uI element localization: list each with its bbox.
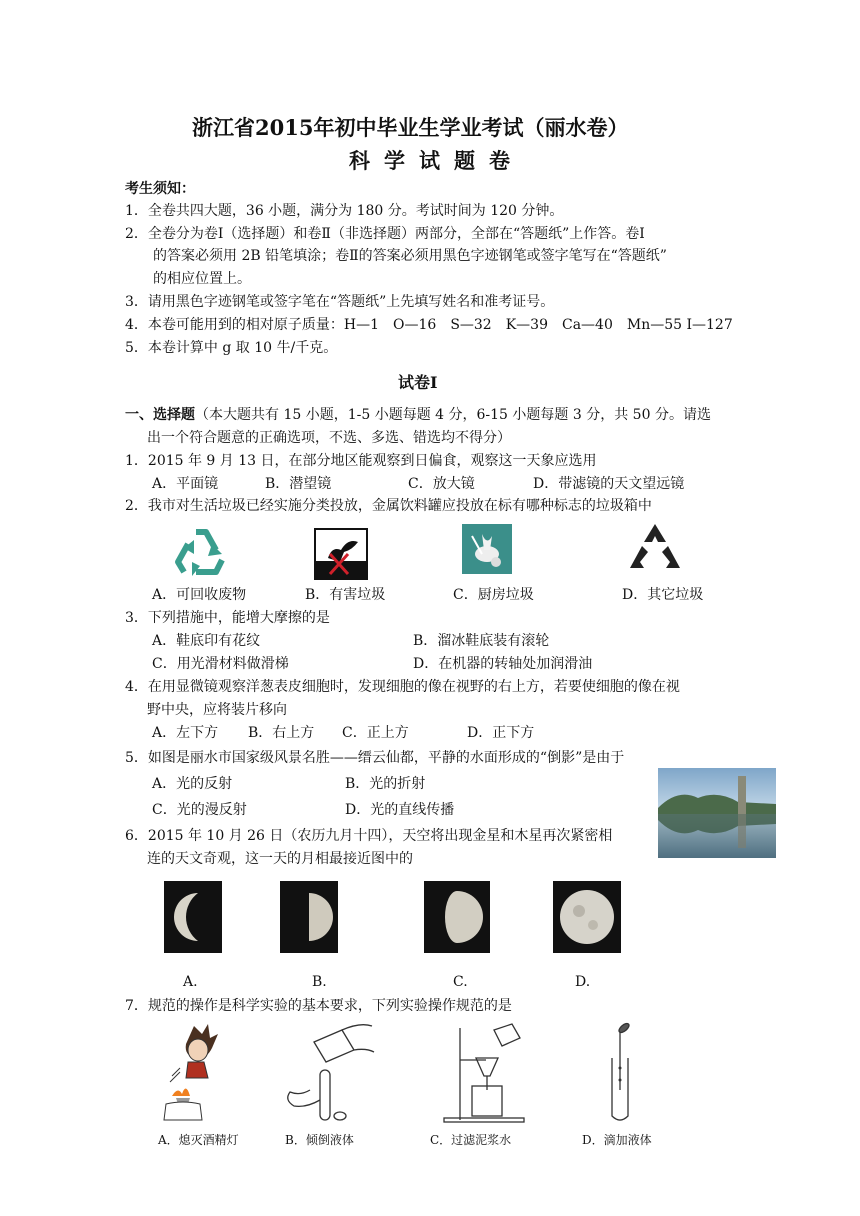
q3-option-b: B．溜冰鞋底装有滚轮 [413,633,550,649]
q2-stem: 2．我市对生活垃圾已经实施分类投放，金属饮料罐应投放在标有哪种标志的垃圾箱中 [125,498,652,514]
q4-option-d: D．正下方 [467,725,535,741]
q6-option-c: C. [453,974,468,990]
q3-stem: 3．下列措施中，能增大摩擦的是 [125,610,330,626]
part-desc: （本大题共有 15 小题，1-5 小题每题 4 分，6-15 小题每题 3 分，共 50 分。请选 [195,407,711,423]
q6-stem-2: 连的天文奇观，这一天的月相最接近图中的 [147,851,413,867]
q2-option-a: A．可回收废物 [152,587,247,603]
notice-line: 3．请用黑色字迹钢笔或签字笔在“答题纸”上先填写姓名和准考证号。 [125,294,555,310]
landscape-photo [658,768,776,858]
q6-option-d: D. [575,974,591,990]
notice-line: 2．全卷分为卷Ⅰ（选择题）和卷Ⅱ（非选择题）两部分，全部在“答题纸”上作答。卷Ⅰ [125,226,645,242]
q5-option-a: A．光的反射 [152,776,233,792]
q5-option-d: D．光的直线传播 [345,802,455,818]
kitchen-waste-icon [462,524,512,574]
q4-stem: 4．在用显微镜观察洋葱表皮细胞时，发现细胞的像在视野的右上方，若要使细胞的像在视 [125,679,680,695]
pouring-liquid-illustration [280,1020,376,1124]
q7-option-d: D．滴加液体 [582,1133,652,1147]
q3-option-c: C．用光滑材料做滑梯 [152,656,289,672]
harmful-waste-icon [314,528,368,580]
recycle-icon [172,524,232,580]
q4-stem-2: 野中央，应将装片移向 [147,702,287,718]
q3-option-a: A．鞋底印有花纹 [152,633,261,649]
q3-option-d: D．在机器的转轴处加润滑油 [413,656,593,672]
q6-option-a: A. [183,974,198,990]
notice-line: 1．全卷共四大题，36 小题，满分为 180 分。考试时间为 120 分钟。 [125,203,564,219]
alcohol-lamp-illustration [158,1020,230,1124]
notice-line: 4．本卷可能用到的相对原子质量：H—1 O—16 S—32 K—39 Ca—40 Mn—55 I—127 [125,317,733,333]
q1-option-a: A．平面镜 [152,476,219,492]
q1-option-d: D．带滤镜的天文望远镜 [533,476,685,492]
part-desc-2: 出一个符合题意的正确选项，不选、多选、错选均不得分） [147,430,511,446]
filtration-illustration [440,1020,526,1124]
q2-option-b: B．有害垃圾 [305,587,386,603]
q2-option-d: D．其它垃圾 [622,587,704,603]
q4-option-a: A．左下方 [152,725,219,741]
q1-stem: 1．2015 年 9 月 13 日，在部分地区能观察到日偏食，观察这一天象应选用 [125,453,597,469]
q7-stem: 7．规范的操作是科学实验的基本要求，下列实验操作规范的是 [125,998,512,1014]
page-subtitle: 科学试题卷 [349,148,524,173]
moon-phase-crescent [164,881,222,953]
page-title: 浙江省2015年初中毕业生学业考试（丽水卷） [192,115,629,140]
part-header [125,406,711,424]
part-label: 一、选择题 [125,407,195,423]
q7-option-c: C．过滤泥浆水 [430,1133,512,1147]
q7-option-b: B．倾倒液体 [285,1133,354,1147]
notice-line: 5．本卷计算中 g 取 10 牛/千克。 [125,340,338,356]
q6-stem: 6．2015 年 10 月 26 日（农历九月十四），天空将出现金星和木星再次紧密相 [125,828,613,844]
dropper-illustration [600,1020,640,1124]
q4-option-c: C．正上方 [342,725,409,741]
moon-phase-full [553,881,621,953]
moon-phase-half [280,881,338,953]
q5-stem: 5．如图是丽水市国家级风景名胜——缙云仙都，平静的水面形成的“倒影”是由于 [125,750,625,766]
q6-option-b: B. [312,974,327,990]
q1-option-b: B．潜望镜 [265,476,332,492]
moon-phase-gibbous [424,881,490,953]
notice-heading: 考生须知： [125,181,195,197]
other-waste-icon [628,522,682,574]
q2-option-c: C．厨房垃圾 [453,587,534,603]
notice-line: 的相应位置上。 [153,271,251,287]
q5-option-b: B．光的折射 [345,776,426,792]
section-title: 试卷Ⅰ [398,373,438,392]
q7-option-a: A．熄灭酒精灯 [158,1133,239,1147]
notice-line: 的答案必须用 2B 铅笔填涂；卷Ⅱ的答案必须用黑色字迹钢笔或签字笔写在“答题纸” [153,248,667,264]
q1-option-c: C．放大镜 [408,476,475,492]
q5-option-c: C．光的漫反射 [152,802,247,818]
q4-option-b: B．右上方 [248,725,315,741]
